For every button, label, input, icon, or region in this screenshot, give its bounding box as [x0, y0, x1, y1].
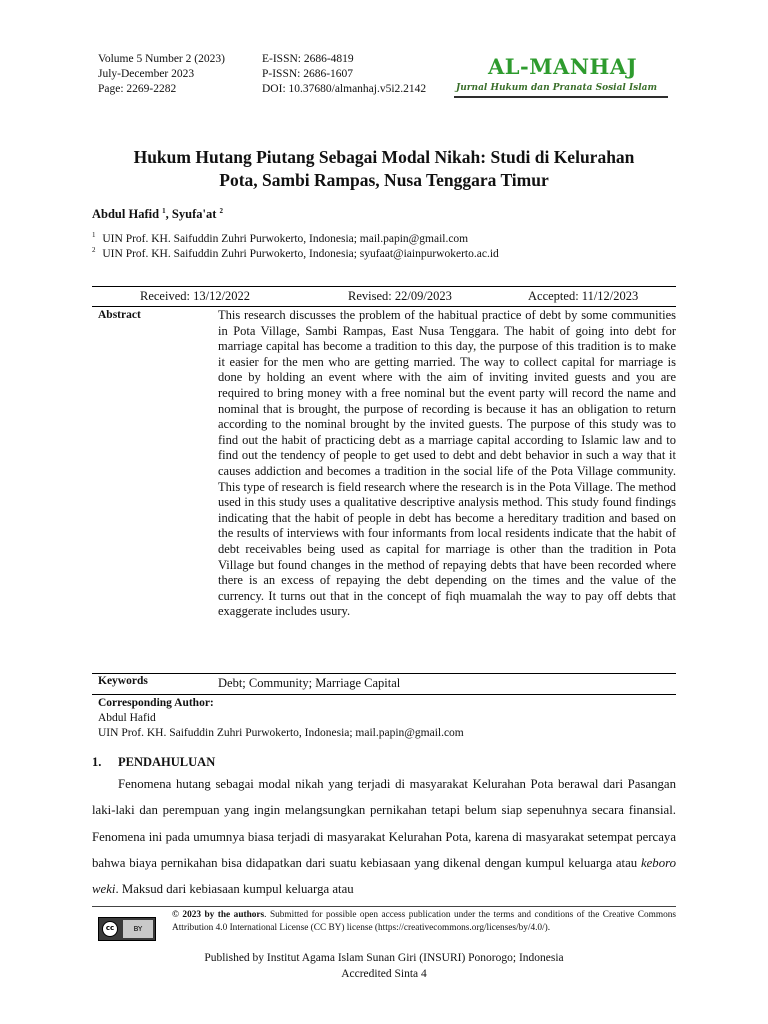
accreditation-text: Accredited Sinta 4 — [341, 968, 427, 980]
divider — [92, 673, 676, 674]
author-name: Syufa'at — [171, 207, 217, 222]
volume-text: Volume 5 Number 2 (2023) — [98, 53, 225, 65]
divider — [92, 694, 676, 695]
keywords-label: Keywords — [98, 675, 148, 687]
author-affiliation-marker: 2 — [219, 207, 223, 215]
corresponding-author — [98, 696, 464, 741]
corresponding-affiliation: UIN Prof. KH. Saifuddin Zuhri Purwokerto, Indonesia; mail.papin@gmail.com — [98, 727, 464, 739]
cc-by-license-badge[interactable] — [98, 917, 156, 941]
article-title — [90, 146, 678, 192]
author-separator: , — [165, 207, 172, 222]
affiliation-number: 2 — [92, 246, 96, 254]
section-number: 1. — [92, 755, 102, 769]
author-affiliation-marker: 1 — [162, 207, 166, 215]
publisher-text: Published by Institut Agama Islam Sunan Giri (INSURI) Ponorogo; Indonesia — [204, 952, 564, 964]
title-line-1: Hukum Hutang Piutang Sebagai Modal Nikah: Studi di Kelurahan — [133, 147, 635, 167]
revised-date: Revised: 22/09/2023 — [348, 289, 452, 303]
logo-underline — [454, 96, 668, 98]
title-line-2: Pota, Sambi Rampas, Nusa Tenggara Timur — [219, 170, 549, 190]
license-text: . Submitted for possible open access publication under the terms and conditions of the Creative Commons Attribution 4.0 International License (CC BY) license (https://creativecommons.org/licenses/by/4.0/). — [172, 910, 676, 933]
body-paragraph — [92, 771, 676, 902]
copyright-holder: © 2023 by the authors — [172, 910, 265, 920]
paragraph-text: . Maksud dari kebiasaan kumpul keluarga atau — [115, 882, 354, 897]
cc-icon: cc — [102, 921, 118, 937]
copyright-notice — [172, 909, 676, 934]
doi-text: DOI: 10.37680/almanhaj.v5i2.2142 — [262, 83, 427, 95]
journal-identifiers — [262, 52, 426, 97]
paragraph-text: Fenomena hutang sebagai modal nikah yang terjadi di masyarakat Kelurahan Pota berawal dari Pasangan laki-laki dan perempuan yang ingin melangsungkan pernikahan tetapi belum siap sepenuhnya secara finansial. Fenomena ini pada umumnya biasa terjadi di masyarakat Kelurahan Pota, karena di masyarakat setempat percaya bahwa biaya pernikahan bisa didapatkan dari suatu kebiasaan yang dikenal dengan kumpul keluarga atau — [92, 777, 676, 870]
affiliation-text: UIN Prof. KH. Saifuddin Zuhri Purwokerto, Indonesia; mail.papin@gmail.com — [102, 232, 469, 245]
journal-logo — [450, 54, 672, 104]
footer-divider — [92, 906, 676, 907]
affiliation-2 — [92, 243, 499, 262]
paragraph-italic-term: keboro weki — [92, 855, 676, 897]
corresponding-name: Abdul Hafid — [98, 712, 156, 724]
accepted-date: Accepted: 11/12/2023 — [528, 289, 639, 303]
abstract-text: This research discusses the problem of the habitual practice of debt by some communities in Pota Village, Sambi Rampas, East Nusa Tenggara. The habit of going into debt for marriage capital has become a tradition to this day, the purpose of this tradition is to make it easier for the men who are getting married. The way to collect capital for marriage is done by holding an event where with the aim of inviting invited guests and you are required to bring money with a free nominal but the event party will record the name and nominal that is brought, the purpose of recording is because it has an obligation to return according to the nominal brought by the invited guests. The purpose of this study was to find out the habit of practicing debt as a marriage capital according to Islamic law and to find out the tendency of people to get used to debt and debt behavior in such a way that it causes addiction and becomes a tradition in the social life of the Pota Village community. This type of research is field research where the research is in the Pota Village. The method used in this study uses a qualitative descriptive analysis method. This study found findings indicating that the habit of people in debt has become a hereditary tradition and based on the results of interviews with four informants from local residents indicate that the habit of debt receivables being used as capital for marriage is other than the tradition in Pota Village but found changes in the method of repaying debts that have been recorded where there is an excess of repaying the debt depending on the times and the value of the currency. It turns out that in the concept of fiqh muamalah the way to pay off debts that exaggerate includes usury. — [218, 308, 676, 619]
affiliation-text: UIN Prof. KH. Saifuddin Zuhri Purwokerto, Indonesia; syufaat@iainpurwokerto.ac.id — [102, 247, 499, 260]
journal-subtitle: Jurnal Hukum dan Pranata Sosial Islam — [456, 83, 658, 93]
section-heading: PENDAHULUAN — [118, 755, 216, 769]
abstract-label: Abstract — [98, 309, 141, 321]
corresponding-label: Corresponding Author: — [98, 697, 214, 709]
page-range-text: Page: 2269-2282 — [98, 83, 177, 95]
author-name: Abdul Hafid — [92, 207, 160, 222]
journal-name: AL-MANHAJ — [488, 54, 638, 79]
period-text: July-December 2023 — [98, 68, 195, 80]
keywords-text: Debt; Community; Marriage Capital — [218, 676, 401, 690]
eissn-text: E-ISSN: 2686-4819 — [262, 53, 354, 65]
author-list — [92, 207, 223, 222]
received-date: Received: 13/12/2022 — [140, 289, 251, 303]
divider — [92, 286, 676, 287]
divider — [92, 306, 676, 307]
by-icon: BY — [123, 920, 153, 938]
journal-issue-info — [98, 52, 225, 97]
pissn-text: P-ISSN: 2686-1607 — [262, 68, 354, 80]
publisher-info — [92, 950, 676, 982]
affiliation-number: 1 — [92, 231, 96, 239]
